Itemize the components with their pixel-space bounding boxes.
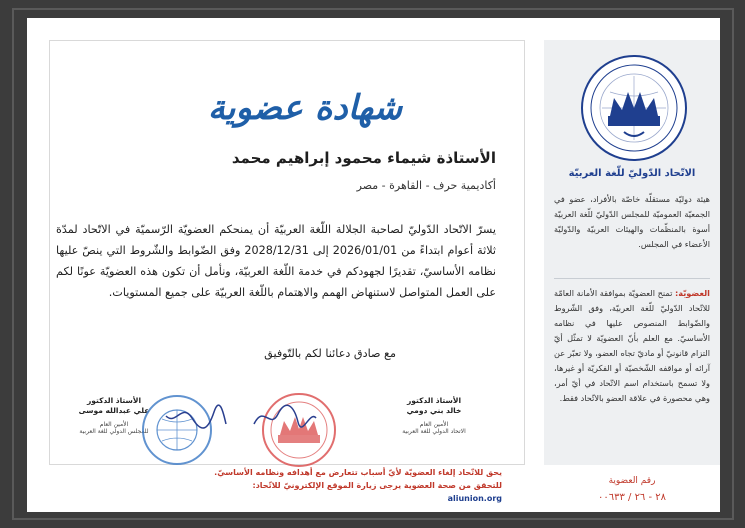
footer-site-link[interactable]: aliunion.org (447, 494, 502, 503)
footer-notes (172, 466, 502, 505)
signature-title: الأستاذ الدكتور (406, 396, 462, 405)
membership-number-label: رقم العضوية (608, 476, 656, 486)
sidebar-about: هيئة دوليّة مستقلّة خاصّة بالأفراد، عضو في الجمعيّة العموميّة للمجلس الدّوليّ للّغة العربيّة أسوة بالمنظّمات والهيئات العربيّة والدّوليّة الأعضاء في المجلس. (554, 194, 710, 249)
signature-role: الأمين العام (419, 421, 449, 428)
certificate-sheet (27, 18, 720, 512)
signature-title: الأستاذ الدكتور (86, 396, 142, 405)
signature-block-secretary-union (394, 396, 474, 435)
sidebar-divider (554, 278, 710, 279)
sidebar-membership (554, 286, 710, 406)
signature-scribble-icon (160, 396, 230, 436)
certificate-title: شهادة عضوية (207, 88, 403, 128)
signature-scribble-icon (250, 396, 320, 436)
sidebar-title: الاتّحاد الدّوليّ للّغة العربيّة (568, 168, 696, 179)
membership-label: العضويّة: (674, 288, 710, 298)
signature-role: الأمين العام (99, 421, 129, 428)
certificate-text: يسرّ الاتّحاد الدّوليّ لصاحبة الجلالة اللّغة العربيّة أن يمنحكم العضويّة الرّسميّة في الاتّحاد لمدّة ثلاثة أعوام ابتداءً من 2026/01/01 إلى 2028/12/31 وفق الضّوابط والشّروط التي ينصّ عليها نظامه الأساسيّ، تقديرًا لجهودكم في خدمة اللّغة العربيّة، ونأمل أن تكون هذه العضويّة عونًا لكم على العمل المتواصل لاستنهاض الهمم والاهتمام باللّغة العربيّة على جميع المستويات. (56, 223, 496, 299)
membership-number: ٢٨ - ٢٦ / ٠٠٦٣٣ (597, 492, 667, 503)
signature-name: خالد بني دومي (406, 406, 462, 415)
signature-org: الاتحاد الدولي للغة العربية (402, 428, 466, 435)
certificate-body (49, 40, 525, 465)
recipient-affiliation: أكاديمية حرف - القاهرة - مصر (356, 179, 496, 192)
closing-line: مع صادق دعائنا لكم بالتّوفيق (264, 347, 396, 360)
union-logo-icon (580, 54, 688, 162)
footer-verify-note: للتحقق من صحة العضوية يرجى زيارة الموقع الإلكترونيّ للاتّحاد: (252, 481, 502, 490)
signature-org: للمجلس الدولي للغة العربية (79, 428, 149, 435)
recipient-name: الأستاذة شيماء محمود إبراهيم محمد (231, 149, 496, 167)
signature-name: علي عبدالله موسى (78, 406, 150, 415)
sidebar (544, 40, 720, 465)
footer-cancel-note: يحق للاتّحاد إلغاء العضويّة لأيّ أسباب تتعارض مع أهدافه ونظامه الأساسيّ. (214, 468, 502, 477)
membership-text: تمنح العضويّة بموافقة الأمانة العامّة للاتّحاد الدّوليّ للّغة العربيّة، وفق الشّروط والضّوابط المنصوص عليها في نظامه الأساسيّ. مع العلم بأنّ العضويّة لا تمثّل أيّ التزام قانونيّ أو ماديّ تجاه العضو، ولا تعبّر عن آرائه أو مواقفه الشّخصيّة أو الفكريّة أو غيرها، ولا تسمح باستخدام اسم الاتّحاد في أيّ أمر، وهي محصورة في علاقة العضو بالاتّحاد فقط. (554, 288, 710, 403)
certificate-title-calligraphy (207, 71, 403, 141)
